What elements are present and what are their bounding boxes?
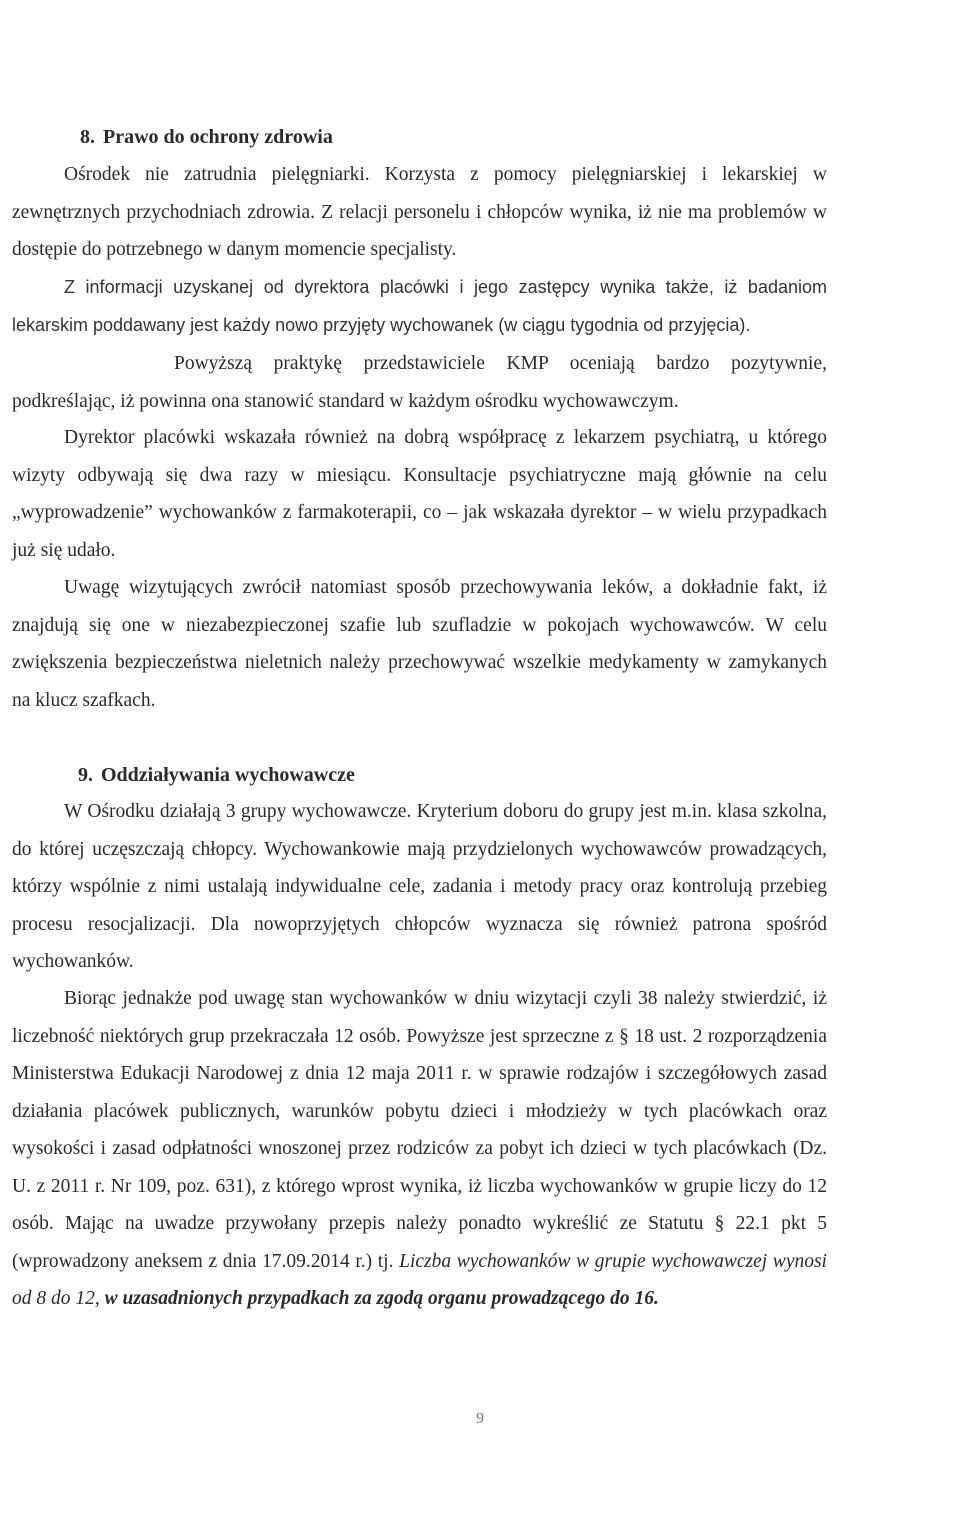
section-8-paragraph-5: Uwagę wizytujących zwrócił natomiast sposób przechowywania leków, a dokładnie fakt, iż znajdują się one w niezabezpieczonej szafie lub szufladzie w pokojach wychowawców. W celu zwiększenia bezpieczeństwa nieletnich należy przechowywać wszelkie medykamenty w zamykanych na klucz szafkach. (12, 577, 827, 711)
section-8-paragraph-2: Z informacji uzyskanej od dyrektora placówki i jego zastępcy wynika także, iż badaniom lekarskim poddawany jest każdy nowo przyjęty wychowanek (w ciągu tygodnia od przyjęcia). (12, 277, 827, 335)
section-8-title: Prawo do ochrony zdrowia (103, 126, 333, 148)
section-8-paragraph-3: Powyższą praktykę przedstawiciele KMP oceniają bardzo pozytywnie, podkreślając, iż powinna ona stanowić standard w każdym ośrodku wychowawczym. (12, 353, 827, 412)
statute-quote-bold-italic: w uzasadnionych przypadkach za zgodą organu prowadzącego do 16. (104, 1288, 659, 1309)
page-number: 9 (476, 1410, 484, 1427)
section-8-number: 8. (80, 126, 95, 148)
section-9-paragraph-2-text: Biorąc jednakże pod uwagę stan wychowanków w dniu wizytacji czyli 38 należy stwierdzić, iż liczebność niektórych grup przekraczała 12 osób. Powyższe jest sprzeczne z § 18 ust. 2 rozporządzenia Ministerstwa Edukacji Narodowej z dnia 12 maja 2011 r. w sprawie rodzajów i szczegółowych zasad działania placówek publicznych, warunków pobytu dzieci i młodzieży w tych placówkach oraz wysokości i zasad odpłatności wnoszonej przez rodziców za pobyt ich dzieci w tych placówkach (Dz. U. z 2011 r. Nr 109, poz. 631), z którego wprost wynika, iż liczba wychowanków w grupie liczy do 12 osób. Mając na uwadze przywołany przepis należy ponadto wykreślić ze Statutu § 22.1 pkt 5 (wprowadzony aneksem z dnia 17.09.2014 r.) tj. (12, 988, 827, 1272)
statute-quote-italic: Liczba wychowanków w grupie wychowawczej wynosi od 8 do 12, (12, 1250, 827, 1309)
section-9-number: 9. (78, 764, 93, 786)
section-9-title: Oddziaływania wychowawcze (101, 764, 355, 786)
section-8-paragraph-4: Dyrektor placówki wskazała również na dobrą współpracę z lekarzem psychiatrą, u którego wizyty odbywają się dwa razy w miesiącu. Konsultacje psychiatryczne mają głównie na celu „wyprowadzenie” wychowanków z farmakoterapii, co – jak wskazała dyrektor – w wielu przypadkach już się udało. (12, 427, 827, 561)
section-8-heading (80, 124, 333, 150)
section-9-paragraph-2 (12, 980, 827, 1318)
section-9-heading (78, 762, 355, 788)
section-8-paragraph-1: Ośrodek nie zatrudnia pielęgniarki. Korzysta z pomocy pielęgniarskiej i lekarskiej w zewnętrznych przychodniach zdrowia. Z relacji personelu i chłopców wynika, iż nie ma problemów w dostępie do potrzebnego w danym momencie specjalisty. (12, 164, 827, 260)
section-9-paragraph-1: W Ośrodku działają 3 grupy wychowawcze. Kryterium doboru do grupy jest m.in. klasa szkolna, do której uczęszczają chłopcy. Wychowankowie mają przydzielonych wychowawców prowadzących, którzy wspólnie z nimi ustalają indywidualne cele, zadania i metody pracy oraz kontrolują przebieg procesu resocjalizacji. Dla nowoprzyjętych chłopców wyznacza się również patrona spośród wychowanków. (12, 801, 827, 972)
